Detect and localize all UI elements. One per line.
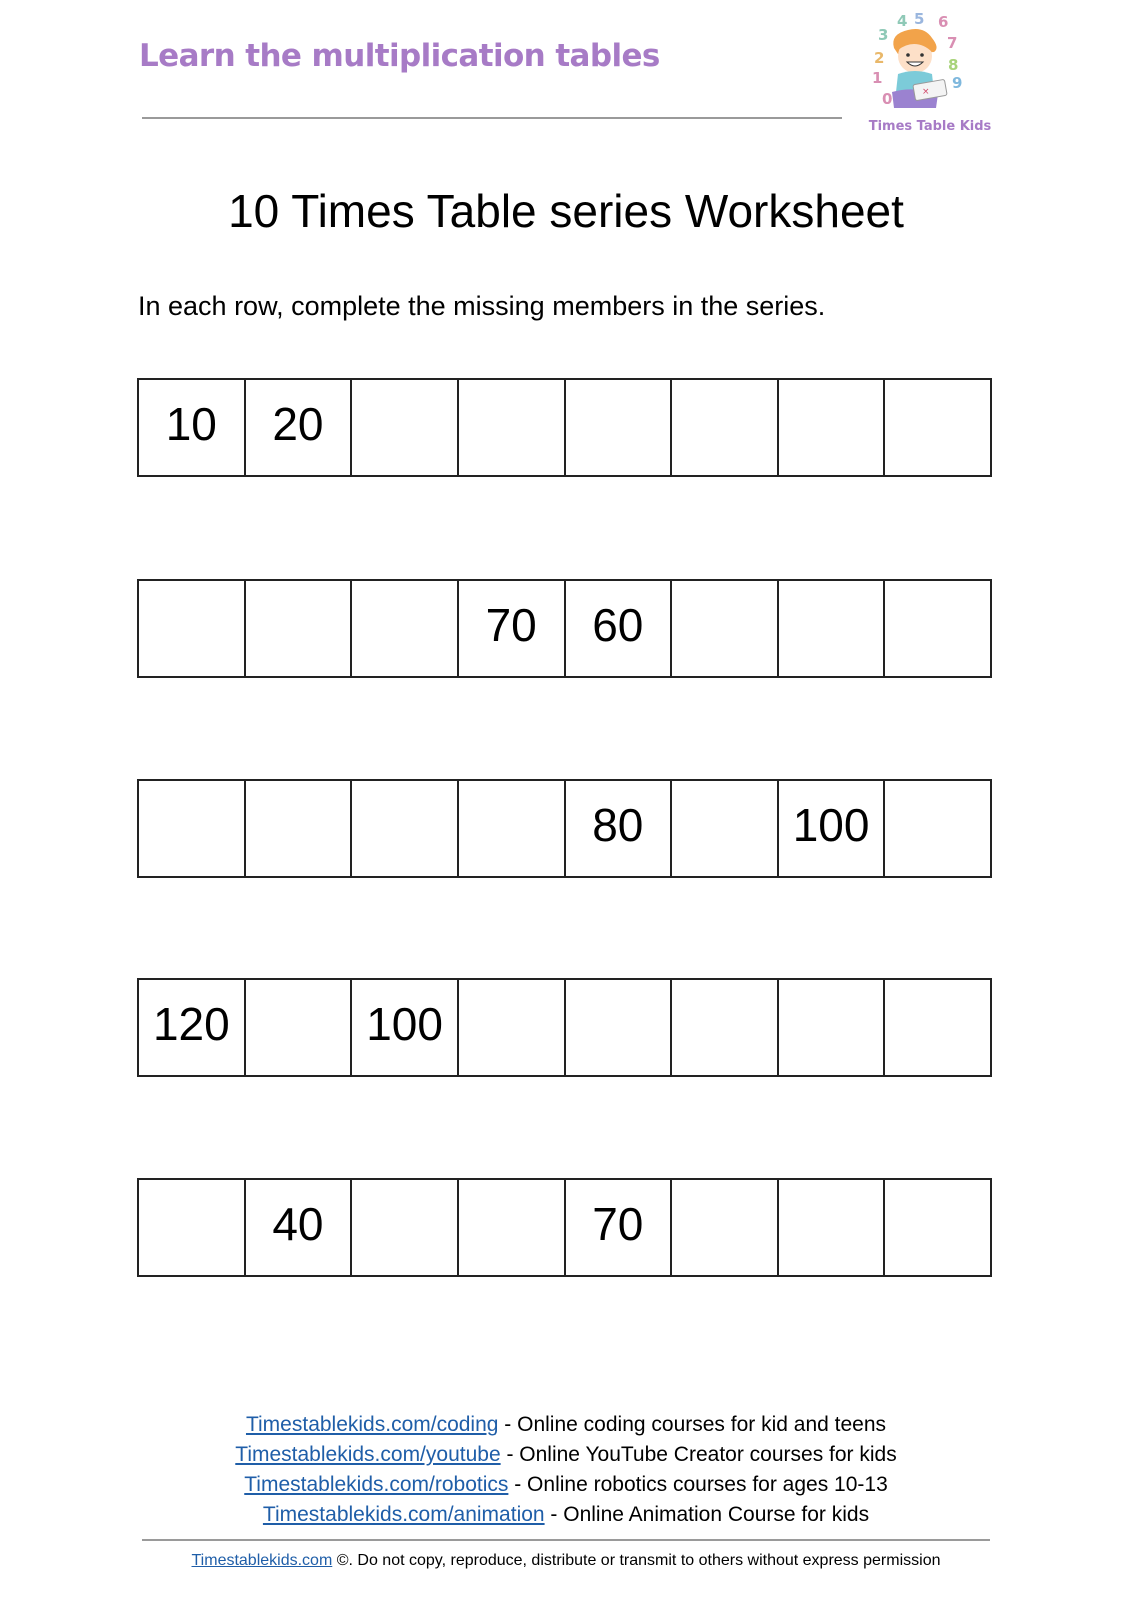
footer-site-link[interactable]: Timestablekids.com [191, 1552, 333, 1569]
svg-text:2: 2 [874, 49, 885, 67]
youtube-desc: - Online YouTube Creator courses for kids [500, 1443, 897, 1466]
series-cell[interactable] [244, 581, 351, 676]
series-cell[interactable]: 60 [564, 581, 671, 676]
series-cell[interactable] [244, 980, 351, 1075]
series-cell[interactable] [457, 380, 564, 475]
course-links [0, 1410, 1132, 1530]
course-link-line [0, 1470, 1132, 1500]
series-cell[interactable] [883, 781, 990, 876]
series-row-2 [137, 579, 992, 678]
logo-text: Times Table Kids [868, 119, 992, 134]
series-cell[interactable]: 100 [777, 781, 884, 876]
series-cell[interactable] [350, 581, 457, 676]
svg-text:4: 4 [897, 12, 908, 30]
svg-text:9: 9 [952, 74, 963, 92]
header-divider [142, 117, 842, 119]
series-cell[interactable] [350, 1180, 457, 1275]
series-cell[interactable] [564, 380, 671, 475]
brand-title: Learn the multiplication tables [139, 38, 660, 74]
series-cell[interactable] [777, 380, 884, 475]
series-cell[interactable] [883, 980, 990, 1075]
robotics-desc: - Online robotics courses for ages 10-13 [508, 1473, 888, 1496]
coding-link[interactable]: Timestablekids.com/coding [245, 1413, 499, 1436]
svg-text:8: 8 [948, 56, 959, 74]
series-cell[interactable] [350, 781, 457, 876]
series-cell[interactable] [564, 980, 671, 1075]
series-row-5 [137, 1178, 992, 1277]
series-row-1 [137, 378, 992, 477]
series-cell[interactable] [670, 581, 777, 676]
series-cell[interactable] [883, 1180, 990, 1275]
series-cell[interactable] [670, 781, 777, 876]
series-cell[interactable]: 40 [244, 1180, 351, 1275]
copyright-text: ©. Do not copy, reproduce, distribute or transmit to others without express permission [332, 1552, 941, 1569]
footer-divider [142, 1539, 990, 1541]
series-cell[interactable] [777, 581, 884, 676]
svg-text:7: 7 [947, 34, 958, 52]
series-cell[interactable] [670, 980, 777, 1075]
coding-desc: - Online coding courses for kid and teens [498, 1413, 887, 1436]
series-cell[interactable]: 80 [564, 781, 671, 876]
animation-link[interactable]: Timestablekids.com/animation [262, 1503, 545, 1526]
svg-text:×: × [922, 87, 930, 97]
series-row-4 [137, 978, 992, 1077]
series-cell[interactable]: 20 [244, 380, 351, 475]
course-link-line [0, 1440, 1132, 1470]
robotics-link[interactable]: Timestablekids.com/robotics [244, 1473, 509, 1496]
series-cell[interactable] [670, 380, 777, 475]
animation-desc: - Online Animation Course for kids [544, 1503, 870, 1526]
page-title: 10 Times Table series Worksheet [228, 185, 904, 237]
series-cell[interactable] [457, 980, 564, 1075]
series-cell[interactable] [350, 380, 457, 475]
footer [0, 1552, 1132, 1570]
series-cell[interactable]: 120 [152, 997, 230, 1050]
series-cell[interactable]: 100 [350, 980, 457, 1075]
series-cell[interactable] [777, 1180, 884, 1275]
series-cell[interactable] [883, 581, 990, 676]
series-cell[interactable] [139, 1180, 244, 1275]
series-cell[interactable]: 10 [165, 397, 217, 450]
series-cell[interactable]: 70 [564, 1180, 671, 1275]
course-link-line [0, 1500, 1132, 1530]
series-cell[interactable] [139, 581, 244, 676]
series-cell[interactable] [244, 781, 351, 876]
times-table-kids-logo-icon [868, 8, 986, 118]
youtube-link[interactable]: Timestablekids.com/youtube [235, 1443, 501, 1466]
svg-text:3: 3 [878, 26, 889, 44]
course-link-line [0, 1410, 1132, 1440]
svg-text:6: 6 [938, 13, 949, 31]
svg-text:0: 0 [882, 90, 893, 108]
svg-text:5: 5 [914, 10, 925, 28]
series-cell[interactable] [883, 380, 990, 475]
series-cell[interactable] [139, 781, 244, 876]
series-row-3 [137, 779, 992, 878]
series-cell[interactable]: 70 [457, 581, 564, 676]
series-cell[interactable] [457, 781, 564, 876]
svg-text:1: 1 [872, 69, 883, 87]
series-cell[interactable] [777, 980, 884, 1075]
series-cell[interactable] [457, 1180, 564, 1275]
series-cell[interactable] [670, 1180, 777, 1275]
instructions: In each row, complete the missing members in the series. [138, 291, 826, 321]
